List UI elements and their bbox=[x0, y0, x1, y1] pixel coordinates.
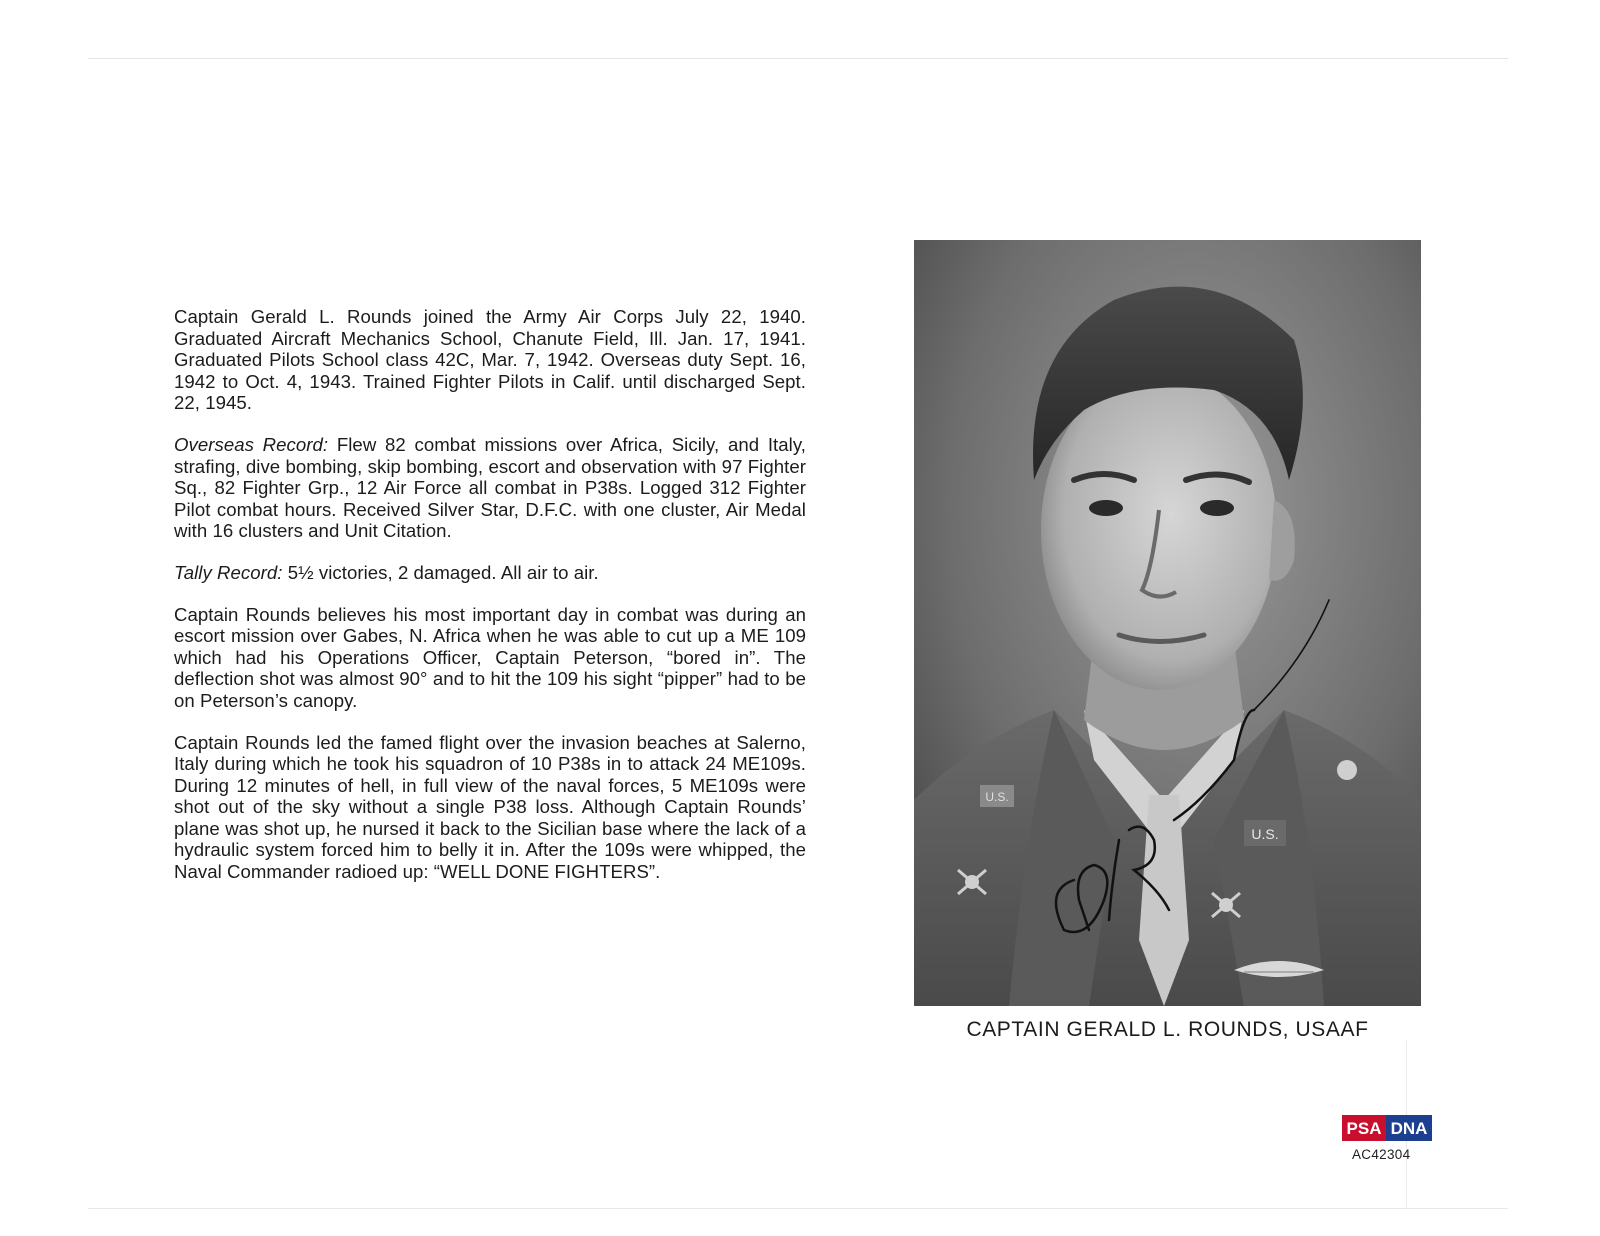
psa-dna-logo-right-text: DNA bbox=[1390, 1119, 1428, 1138]
photo-caption: CAPTAIN GERALD L. ROUNDS, USAAF bbox=[966, 1018, 1369, 1041]
overseas-record-label: Overseas Record: bbox=[174, 433, 329, 455]
overseas-record-text: Flew 82 combat missions over Africa, Sicily, and Italy, strafing, dive bombing, skip bombing, escort and observation with 97 Fighter Sq., 82 Fighter Grp., 12 Air Force all combat in P38s. Logged 312 Fighter Pilot combat hours. Received Silver Star, D.F.C. with one cluster, Air Medal with 16 clusters and Unit Citation. bbox=[174, 433, 807, 542]
bio-paragraph-overseas-record bbox=[174, 434, 806, 542]
shoulder-button bbox=[1337, 760, 1357, 780]
collar-insignia-right-text: U.S. bbox=[1251, 826, 1279, 842]
bio-paragraph-service: Captain Gerald L. Rounds joined the Army Air Corps July 22, 1940. Graduated Aircraft Mechanics School, Chanute Field, Ill. Jan. 17, 1941. Graduated Pilots School class 42C, Mar. 7, 1942. Overseas duty Sept. 16, 1942 to Oct. 4, 1943. Trained Fighter Pilots in Calif. until discharged Sept. 22, 1945. bbox=[174, 306, 806, 414]
psa-dna-logo bbox=[1342, 1115, 1432, 1141]
tally-record-label: Tally Record: bbox=[174, 561, 283, 583]
portrait-photo bbox=[914, 240, 1421, 1006]
collar-insignia-left-text: U.S. bbox=[985, 790, 1009, 804]
bio-paragraph-gabes-mission: Captain Rounds believes his most important day in combat was during an escort mission over Gabes, N. Africa when he was able to cut up a ME 109 which had his Operations Officer, Captain Peterson, “bored in”. The deflection shot was almost 90° and to hit the 109 his sight “pipper” had to be on Peterson’s canopy. bbox=[174, 603, 806, 711]
top-border-line bbox=[88, 58, 1508, 59]
certificate-number: AC42304 bbox=[1352, 1147, 1411, 1162]
psa-dna-logo-left-text: PSA bbox=[1346, 1119, 1382, 1138]
bottom-border-line bbox=[88, 1208, 1508, 1209]
tally-record-text: 5½ victories, 2 damaged. All air to air. bbox=[282, 561, 599, 583]
biography-text bbox=[174, 306, 806, 903]
eye-right bbox=[1200, 500, 1234, 516]
eye-left bbox=[1089, 500, 1123, 516]
bio-paragraph-salerno-flight: Captain Rounds led the famed flight over the invasion beaches at Salerno, Italy during which he took his squadron of 10 P38s in to attack 24 ME109s. During 12 minutes of hell, in full view of the naval forces, 5 ME109s were shot out of the sky without a single P38 loss. Although Captain Rounds’ plane was shot up, he nursed it back to the Sicilian base where the lack of a hydraulic system forced him to belly it in. After the 109s were whipped, the Naval Commander radioed up: “WELL DONE FIGHTERS”. bbox=[174, 731, 806, 883]
bio-paragraph-tally-record bbox=[174, 562, 806, 584]
